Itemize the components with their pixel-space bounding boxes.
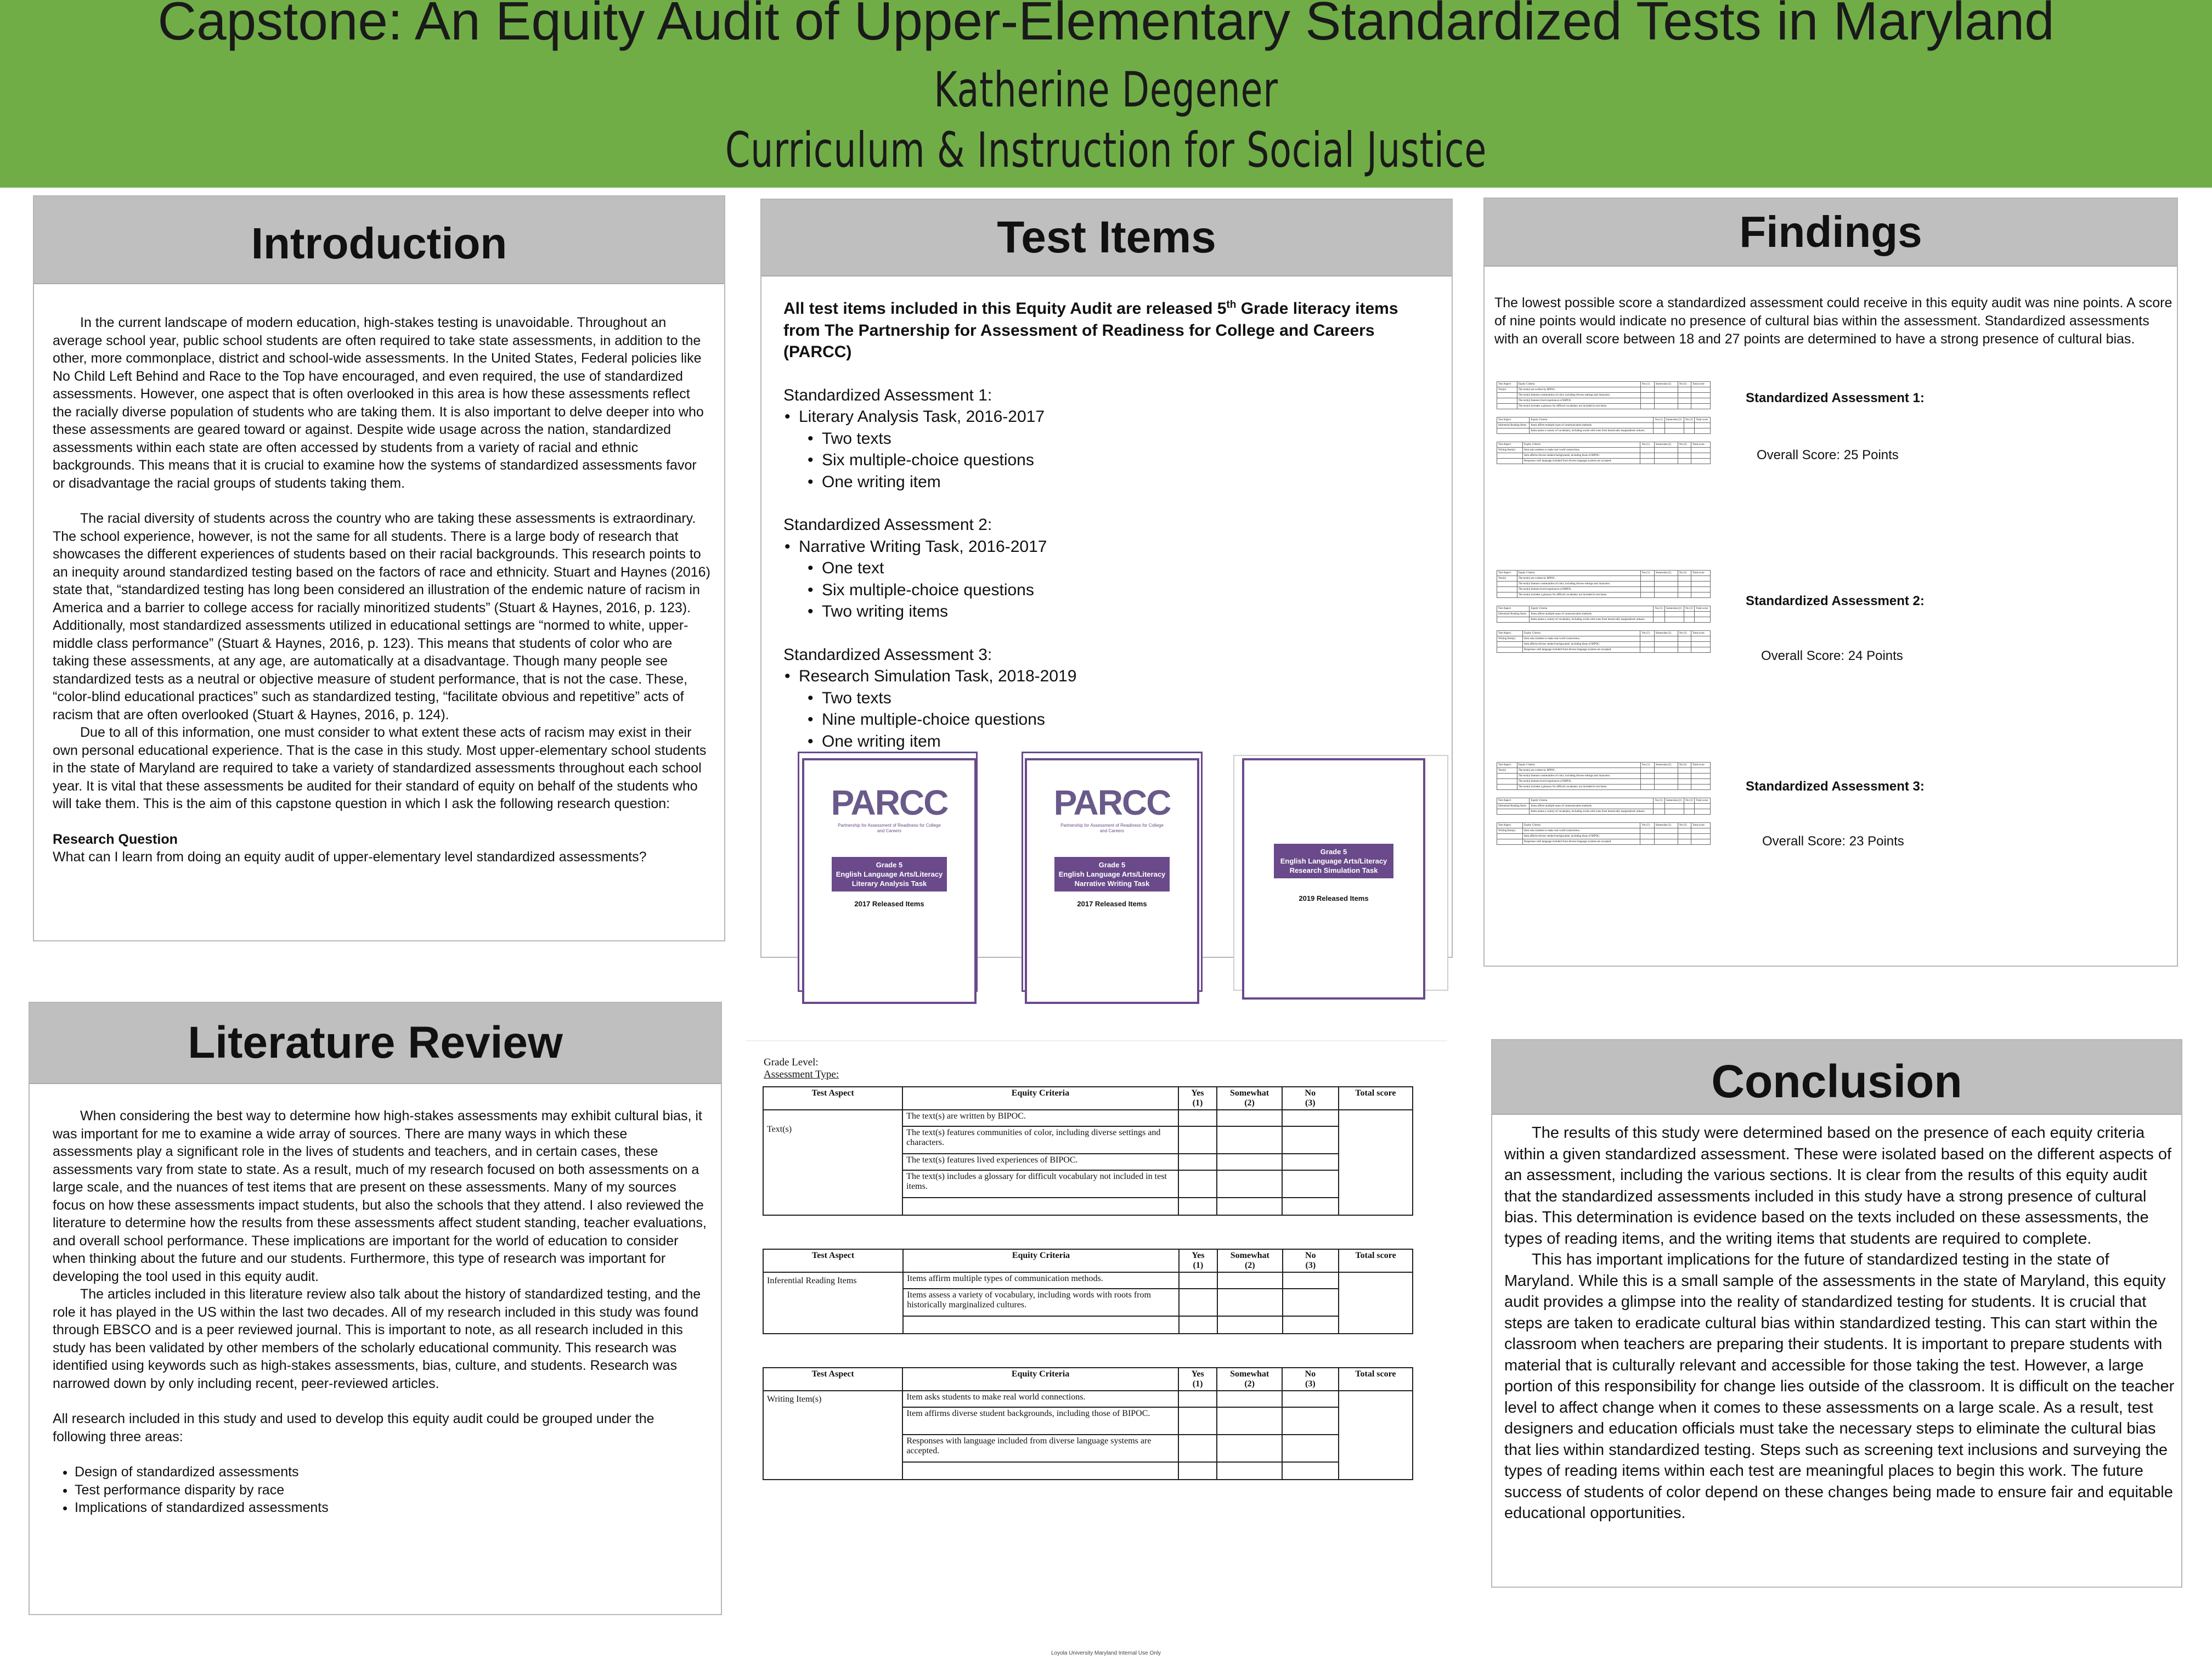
rubric-blank-cell (1283, 1316, 1339, 1334)
research-question-label: Research Question (53, 831, 178, 847)
rubric-blank-cell (1217, 1462, 1282, 1480)
rubric-grade-label: Grade Level: (764, 1057, 819, 1068)
findings-body: The lowest possible score a standardized assessment could receive in this equity audit was nine points. A score of nine points would indicate no presence of cultural bias within the assessment. Standardized assessments with an overall score between 18 and 27 points are determined to have a strong presence of cultural bias. (1494, 295, 2172, 347)
rubric-score-cell (1179, 1272, 1217, 1289)
test-items-lead-b: Grade literacy items from The Partnership for Assessment of Readiness for College and Careers (PARCC) (783, 300, 1398, 361)
test-items-lead-a: All test items included in this Equity Audit are released 5 (783, 300, 1227, 318)
assessment-title: Standardized Assessment 3: (783, 645, 992, 664)
rubric-score-cell (1282, 1435, 1339, 1462)
rubric-criteria-cell: The text(s) features lived experiences of BIPOC. (902, 1154, 1178, 1170)
rubric-score-cell (1217, 1110, 1282, 1126)
parcc-logo-subtitle: Partnership for Assessment of Readiness for College and Careers (1060, 823, 1164, 833)
thumbnail-table: Test Aspect Equity Criteria Yes (1) Somewhat (2) No (3) Total score Inferential Reading Items Items affirm multiple types of communication methods. Items assess a variety of vocabulary, including words with roots from historically marginalized cultures. (1497, 606, 1711, 623)
assessment-title: Standardized Assessment 1: (783, 386, 992, 404)
rubric-blank-cell (903, 1316, 1178, 1334)
thumbnail-table: Test Aspect Equity Criteria Yes (1) Somewhat (2) No (3) Total score Inferential Reading Items Items affirm multiple types of communication methods. Items assess a variety of vocabulary, including words with roots from historically marginalized cultures. (1497, 798, 1711, 815)
research-question-text: What can I learn from doing an equity audit of upper-elementary level standardized assessments? (53, 849, 647, 865)
thumbnail-table: Test Aspect Equity Criteria Yes (1) Somewhat (2) No (3) Total score Text(s) The text(s) are written by BIPOC. The text(s) features communities of color, including diverse settings and characters. The text(s) features lived experiences of BIPOC. The text(s) includes a glossary for difficult vocabulary not included in test items. (1497, 570, 1711, 598)
introduction-panel (33, 195, 725, 941)
assessment-task: • Research Simulation Task, 2018-2019 (799, 665, 1436, 687)
findings-heading: Findings (1485, 199, 2177, 267)
rubric-score-cell (1178, 1391, 1217, 1407)
conclusion-paragraph: The results of this study were determined based on the presence of each equity criteria within a given standardized assessment. These were isolated based on the different aspects of an assessment, including the various sections. It is clear from the results of this equity audit that the standardized assessments included in this study have a strong presence of cultural bias. This determination is evidence based on the texts included on these assessments, the types of reading items, and the writing items that students are required to complete. (1504, 1124, 2172, 1248)
rubric-blank-cell (1178, 1198, 1217, 1215)
literature-areas-list (53, 1463, 711, 1517)
rubric-blank-cell (1282, 1462, 1339, 1480)
poster-footer: Loyola University Maryland Internal Use Only (1051, 1650, 1161, 1656)
poster-header (0, 0, 2212, 188)
rubric-thumbnail-3 (1497, 758, 1711, 950)
rubric-total-cell (1339, 1272, 1413, 1334)
rubric-score-cell (1282, 1170, 1339, 1198)
rubric-criteria-cell: Item asks students to make real world connections. (902, 1391, 1178, 1407)
rubric-header-cell: No (3) (1282, 1368, 1339, 1391)
rubric-score-cell (1178, 1170, 1217, 1198)
rubric-table (763, 1367, 1413, 1480)
thumbnail-caption (1497, 566, 1711, 570)
literature-paragraph: When considering the best way to determine how high-stakes assessments may exhibit cultural bias, it was important for me to examine a wide array of sources. There are many ways in which these assessments play a significant role in the lives of students and teachers, and in certain cases, these assessments vary from state to state. As a result, much of my research focused on both assessments on a large scale, and the nuances of test items that are present on these assessments. Many of my sources focus on how these assessments impact students, but also the schools that they attend. I also reviewed the literature to determine how the results from these assessments affect student standing, teacher evaluations, and overall school performance. These implications are important for the world of education to consider when thinking about the future and our students. Furthermore, this type of research was important for developing the tool used in this equity audit. (53, 1108, 707, 1284)
cover-grade: Grade 5 (876, 861, 903, 869)
equity-audit-rubric (746, 1040, 1447, 1637)
test-items-lead-sup: th (1226, 299, 1237, 311)
rubric-criteria-cell: Item affirms diverse student backgrounds, including those of BIPOC. (902, 1407, 1178, 1435)
literature-paragraph: All research included in this study and used to develop this equity audit could be grouped under the following three areas: (53, 1411, 654, 1444)
rubric-blank-cell (1217, 1316, 1282, 1334)
assessment-task: • Narrative Writing Task, 2016-2017 (799, 536, 1436, 558)
rubric-score-cell (1217, 1435, 1282, 1462)
rubric-header-cell: Equity Criteria (902, 1087, 1178, 1110)
cover-band (1054, 857, 1170, 891)
cover-grade: Grade 5 (1320, 848, 1347, 856)
thumbnail-table: Test Aspect Equity Criteria Yes (1) Somewhat (2) No (3) Total score Inferential Reading Items Items affirm multiple types of communication methods. Items assess a variety of vocabulary, including words with roots from historically marginalized cultures. (1497, 417, 1711, 434)
rubric-header-cell: Total score (1339, 1249, 1413, 1272)
rubric-score-cell (1178, 1435, 1217, 1462)
rubric-blank-cell (1282, 1198, 1339, 1215)
rubric-header-cell: Yes (1) (1178, 1087, 1217, 1110)
cover-band (1274, 844, 1393, 878)
cover-task: Literary Analysis Task (851, 879, 927, 888)
assessment-list (783, 406, 1436, 428)
list-item: • Two texts (822, 428, 1436, 450)
assessment-sublist (783, 557, 1436, 623)
rubric-score-cell (1282, 1154, 1339, 1170)
parcc-logo-subtitle: Partnership for Assessment of Readiness for College and Careers (838, 823, 941, 833)
literature-review-panel (29, 1002, 722, 1615)
rubric-header-cell: Somewhat (2) (1217, 1368, 1282, 1391)
rubric-aspect-cell: Writing Item(s) (763, 1391, 902, 1480)
list-item: • Test performance disparity by race (75, 1481, 711, 1499)
rubric-thumbnail-1 (1497, 377, 1711, 551)
rubric-blank-cell (902, 1462, 1178, 1480)
rubric-score-cell (1217, 1126, 1282, 1154)
cover-grade: Grade 5 (1098, 861, 1126, 869)
conclusion-heading: Conclusion (1492, 1040, 2181, 1115)
thumbnail-table: Test Aspect Equity Criteria Yes (1) Somewhat (2) No (3) Total score Writing Item(s) Item asks students to make real world connections. Item affirms diverse student backgrounds, including those of BIPOC. Responses with language included from diverse language systems are accepted. (1497, 822, 1711, 845)
assessment-sublist (783, 687, 1436, 753)
poster-program: Curriculum & Instruction for Social Justice (725, 122, 1487, 178)
rubric-criteria-cell: The text(s) includes a glossary for difficult vocabulary not included in test items. (902, 1170, 1178, 1198)
rubric-header-cell: Total score (1339, 1087, 1413, 1110)
conclusion-panel (1491, 1039, 2182, 1588)
thumbnail-caption (1497, 758, 1711, 762)
list-item: • One text (822, 557, 1436, 579)
rubric-header-cell: Total score (1339, 1368, 1413, 1391)
thumbnail-table: Test Aspect Equity Criteria Yes (1) Somewhat (2) No (3) Total score Writing Item(s) Item asks students to make real world connections. Item affirms diverse student backgrounds, including those of BIPOC. Responses with language included from diverse language systems are accepted. (1497, 442, 1711, 464)
list-item: • Six multiple-choice questions (822, 579, 1436, 601)
rubric-blank-cell (1179, 1316, 1217, 1334)
rubric-header-cell: Yes (1) (1179, 1249, 1217, 1272)
rubric-header-cell: Test Aspect (763, 1249, 903, 1272)
rubric-tables (763, 1086, 1415, 1480)
rubric-score-cell (1178, 1407, 1217, 1435)
parcc-cover-research-simulation (1242, 758, 1425, 1000)
introduction-paragraph: In the current landscape of modern education, high-stakes testing is unavoidable. Throughout an average school year, public school students are often required to take state assessments, in addition to the other, more commonplace, district and school-wide assessments. In the United States, Federal policies like No Child Left Behind and Race to the Top have encouraged, and even required, the use of standardized assessments. However, one aspect that is often overlooked in this area is how these assessments reflect the racially diverse population of students who are taking them. It is also important to delve deeper into who these assessments are geared toward or against. Despite wide usage across the nation, standardized assessments within each state are often accessed by students from a variety of racial and ethnic backgrounds. This means that it is crucial to examine how the systems of standardized assessments favor or disadvantage the racial groups of students taking them. (53, 315, 704, 491)
introduction-heading: Introduction (34, 196, 724, 284)
rubric-score-cell (1217, 1272, 1282, 1289)
thumbnail-caption (1497, 377, 1711, 381)
assessment-list (783, 536, 1436, 558)
list-item: • Design of standardized assessments (75, 1463, 711, 1481)
parcc-cover-narrative-writing (1025, 758, 1199, 1004)
rubric-header-cell: Test Aspect (763, 1368, 902, 1391)
findings-panel (1483, 198, 2178, 967)
list-item: • Implications of standardized assessments (75, 1499, 711, 1517)
rubric-table (763, 1086, 1413, 1216)
test-items-body (783, 294, 1436, 752)
rubric-total-cell (1339, 1391, 1413, 1480)
conclusion-paragraph: This has important implications for the future of standardized testing in the state of Maryland. While this is a small sample of the assessments in the state of Maryland, this equity audit provides a glimpse into the reality of standardized testing for students. It is crucial that steps are taken to eradicate cultural bias within standardized testing. This can start within the classroom when teachers are preparing their students. It is important to prepare students with material that is culturally relevant and accessible for those taking the test. However, a large portion of this responsibility for change lies outside of the classroom. It is difficult on the teacher level to affect change when it comes to these assessments on a large scale. As a result, test designers and education officials must take the necessary steps to eliminate the cultural bias that lies within standardized testing. Steps such as screening text inclusions and surveying the types of reading items within each test are meaningful places to begin this work. The future success of students of color depend on these changes being made to ensure fair and equitable educational opportunities. (1504, 1251, 2175, 1522)
rubric-type-label: Assessment Type: (764, 1069, 839, 1080)
rubric-header-cell: No (3) (1282, 1087, 1339, 1110)
findings-result-score: Overall Score: 24 Points (1761, 648, 1903, 663)
rubric-thumbnail-2 (1497, 566, 1711, 731)
list-item: • One writing item (822, 731, 1436, 753)
list-item: • Nine multiple-choice questions (822, 709, 1436, 731)
cover-task: Research Simulation Task (1289, 866, 1378, 874)
rubric-score-cell (1217, 1289, 1282, 1316)
rubric-score-cell (1178, 1126, 1217, 1154)
findings-result-label: Standardized Assessment 1: (1746, 391, 1925, 405)
poster-author: Katherine Degener (934, 61, 1278, 118)
assessment-sublist (783, 428, 1436, 493)
cover-footer: 2017 Released Items (854, 900, 924, 908)
thumbnail-table: Test Aspect Equity Criteria Yes (1) Somewhat (2) No (3) Total score Text(s) The text(s) are written by BIPOC. The text(s) features communities of color, including diverse settings and characters. The text(s) features lived experiences of BIPOC. The text(s) includes a glossary for difficult vocabulary not included in test items. (1497, 762, 1711, 790)
rubric-criteria-cell: Responses with language included from diverse language systems are accepted. (902, 1435, 1178, 1462)
rubric-score-cell (1178, 1110, 1217, 1126)
parcc-logo: PARCC (1053, 783, 1171, 822)
test-items-lead (783, 294, 1436, 363)
cover-band (832, 857, 947, 891)
rubric-score-cell (1217, 1154, 1282, 1170)
rubric-header-cell: Equity Criteria (903, 1249, 1178, 1272)
assessment-task: • Literary Analysis Task, 2016-2017 (799, 406, 1436, 428)
findings-result-score: Overall Score: 23 Points (1762, 834, 1904, 849)
rubric-score-cell (1217, 1407, 1282, 1435)
assessment-title: Standardized Assessment 2: (783, 516, 992, 534)
rubric-header-cell: Test Aspect (763, 1087, 902, 1110)
list-item: • Two texts (822, 687, 1436, 709)
thumbnail-table: Test Aspect Equity Criteria Yes (1) Somewhat (2) No (3) Total score Text(s) The text(s) are written by BIPOC. The text(s) features communities of color, including diverse settings and characters. The text(s) features lived experiences of BIPOC. The text(s) includes a glossary for difficult vocabulary not included in test items. (1497, 381, 1711, 409)
poster-title: Capstone: An Equity Audit of Upper-Elementary Standardized Tests in Maryland (157, 0, 2055, 51)
rubric-header-cell: Equity Criteria (902, 1368, 1178, 1391)
findings-result-score: Overall Score: 25 Points (1757, 448, 1899, 462)
literature-review-body (53, 1107, 711, 1517)
rubric-table (763, 1249, 1413, 1334)
findings-result-label: Standardized Assessment 3: (1746, 779, 1925, 794)
introduction-body (53, 314, 711, 866)
cover-footer: 2017 Released Items (1077, 900, 1147, 908)
rubric-score-cell (1178, 1154, 1217, 1170)
rubric-aspect-cell: Inferential Reading Items (763, 1272, 903, 1334)
cover-subject: English Language Arts/Literacy (1280, 857, 1387, 865)
rubric-score-cell (1282, 1407, 1339, 1435)
literature-review-heading: Literature Review (30, 1003, 721, 1084)
rubric-total-cell (1339, 1110, 1413, 1215)
parcc-logo: PARCC (831, 783, 948, 822)
cover-task: Narrative Writing Task (1074, 879, 1150, 888)
rubric-score-cell (1217, 1391, 1282, 1407)
list-item: • Two writing items (822, 601, 1436, 623)
rubric-criteria-cell: Items assess a variety of vocabulary, including words with roots from historically marginalized cultures. (903, 1289, 1178, 1316)
rubric-criteria-cell: The text(s) features communities of color, including diverse settings and characters. (902, 1126, 1178, 1154)
rubric-score-cell (1283, 1272, 1339, 1289)
assessment-list (783, 665, 1436, 687)
thumbnail-table: Test Aspect Equity Criteria Yes (1) Somewhat (2) No (3) Total score Writing Item(s) Item asks students to make real world connections. Item affirms diverse student backgrounds, including those of BIPOC. Responses with language included from diverse language systems are accepted. (1497, 630, 1711, 653)
rubric-score-cell (1282, 1391, 1339, 1407)
conclusion-body (1504, 1122, 2175, 1524)
rubric-blank-cell (902, 1198, 1178, 1215)
rubric-score-cell (1179, 1289, 1217, 1316)
rubric-aspect-cell: Text(s) (763, 1110, 902, 1215)
rubric-score-cell (1282, 1110, 1339, 1126)
rubric-header-cell: Yes (1) (1178, 1368, 1217, 1391)
rubric-score-cell (1217, 1170, 1282, 1198)
test-items-heading: Test Items (761, 200, 1452, 276)
cover-subject: English Language Arts/Literacy (1058, 870, 1166, 878)
literature-paragraph: The articles included in this literature review also talk about the history of standardized testing, and the role it has played in the US within the last two decades. All of my research included in this study was found through EBSCO and is a peer reviewed journal. This is important to note, as all research included in this study has been validated by other members of the scholarly educational community. This research was identified using keywords such as high-stakes assessments, bias, culture, and students. Research was narrowed down by only including recent, peer-reviewed articles. (53, 1286, 701, 1391)
rubric-header-cell: Somewhat (2) (1217, 1087, 1282, 1110)
rubric-header-cell: No (3) (1283, 1249, 1339, 1272)
list-item: • One writing item (822, 471, 1436, 493)
test-items-panel (760, 199, 1453, 958)
rubric-score-cell (1283, 1289, 1339, 1316)
rubric-criteria-cell: The text(s) are written by BIPOC. (902, 1110, 1178, 1126)
rubric-score-cell (1282, 1126, 1339, 1154)
cover-footer: 2019 Released Items (1299, 894, 1369, 902)
rubric-header-cell: Somewhat (2) (1217, 1249, 1282, 1272)
rubric-blank-cell (1217, 1198, 1282, 1215)
rubric-criteria-cell: Items affirm multiple types of communication methods. (903, 1272, 1178, 1289)
parcc-cover-literary-analysis (802, 758, 977, 1004)
rubric-blank-cell (1178, 1462, 1217, 1480)
findings-result-label: Standardized Assessment 2: (1746, 594, 1925, 608)
cover-subject: English Language Arts/Literacy (836, 870, 943, 878)
introduction-paragraph: The racial diversity of students across the country who are taking these assessments is extraordinary. The school experience, however, is not the same for all students. There is a large body of research that showcases the different experiences of students based on their racial backgrounds. This research points to an inequity around standardized testing based on the factors of race and ethnicity. Stuart and Haynes (2016) state that, “standardized testing has long been considered an illustration of the endemic nature of racism in America and a barrier to college access for racially minoritized students” (Stuart & Haynes, 2016, p. 123). Additionally, most standardized assessments utilized in educational settings are “normed to white, upper-middle class performance” (Stuart & Haynes, 2016, p. 123). This means that students of color who are taking these assessments, at any age, are automatically at a disadvantage. Though many people see standardized tests as a neutral or objective measure of student performance, that is not the case. These, “color-blind educational practices” such as standardized testing, “facilitate obvious and repetitive” acts of racism that are often overlooked (Stuart & Haynes, 2016, p. 124). (53, 511, 710, 723)
list-item: • Six multiple-choice questions (822, 449, 1436, 471)
introduction-paragraph: Due to all of this information, one must consider to what extent these acts of racism may exist in their own personal educational experience. That is the case in this study. Most upper-elementary school students in the state of Maryland are required to take a variety of standardized assessments throughout each school year. It is vital that these assessments be audited for their standard of equity on behalf of the students who will take them. This is the aim of this capstone question in which I ask the following research question: (53, 725, 707, 811)
